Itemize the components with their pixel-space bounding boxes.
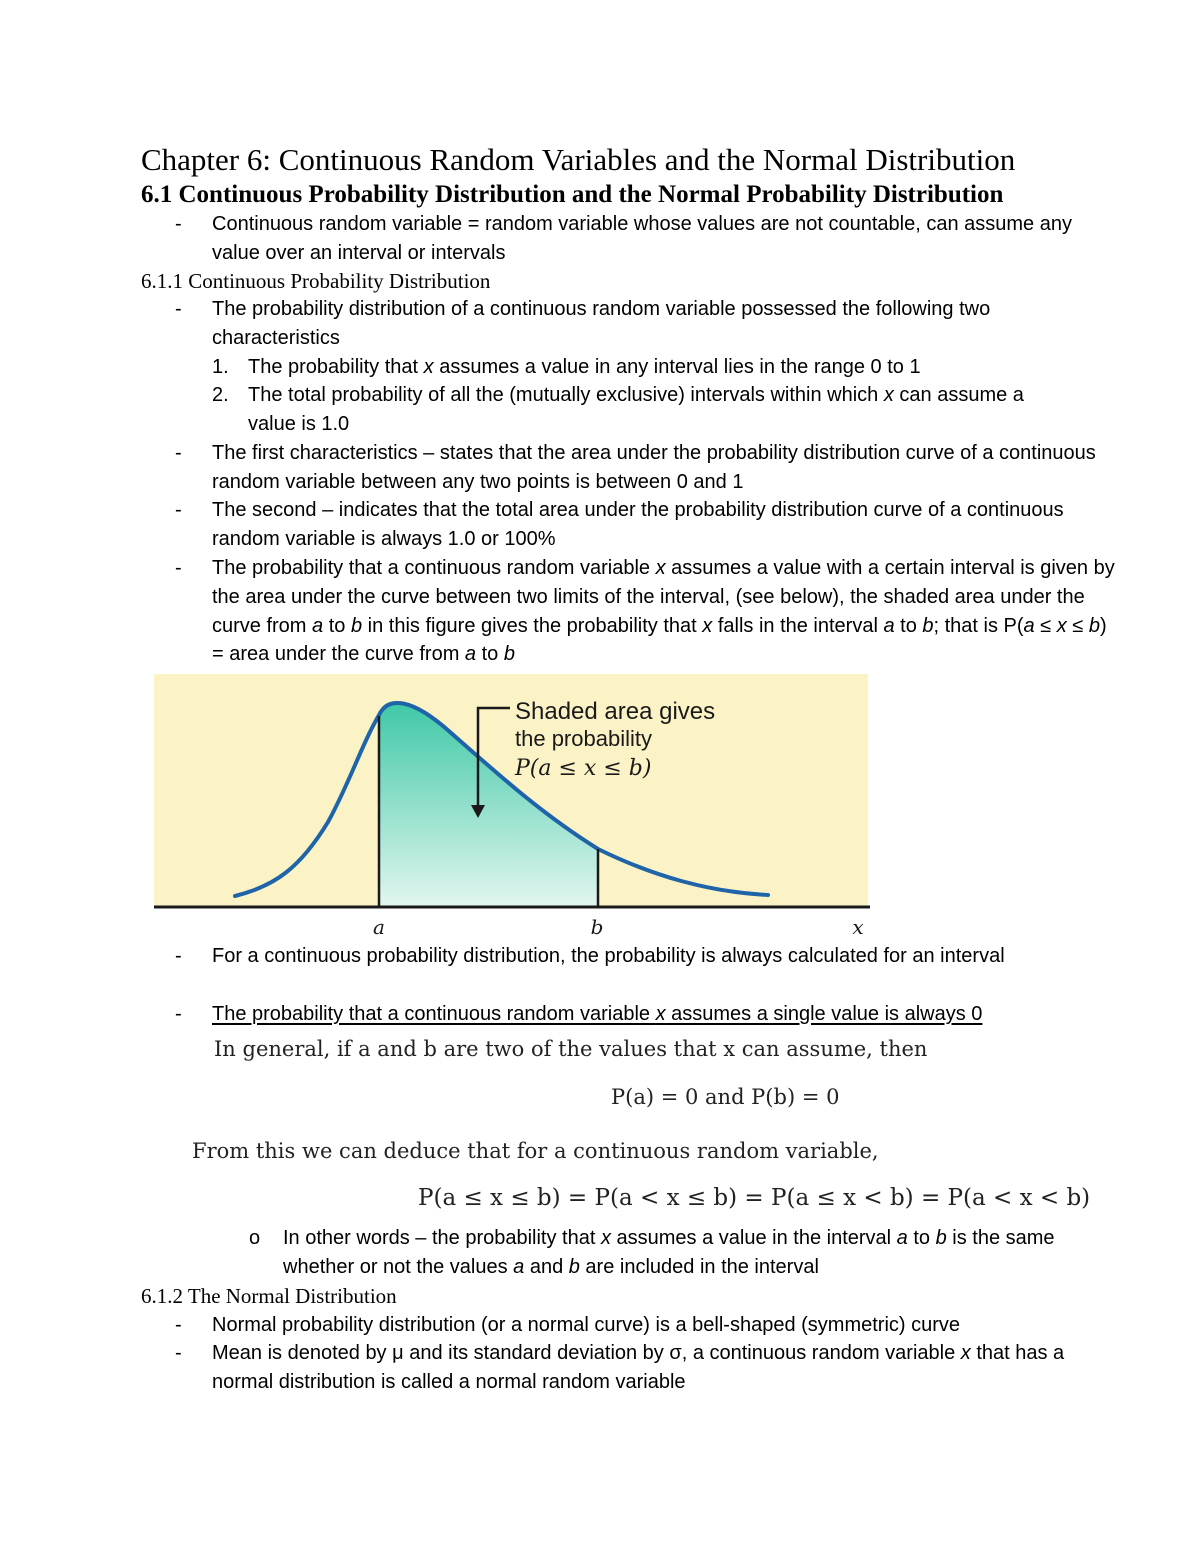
var-b: b: [922, 614, 934, 637]
bullet-dash: -: [175, 1003, 182, 1025]
label-a: a: [373, 915, 385, 939]
var-a: a: [513, 1255, 525, 1278]
bullet-normal-curve: [175, 1311, 1112, 1340]
bullet-text: The first characteristics – states that the area under the probability distribution curve of a continuous random variable between any two points is between 0 and 1: [212, 442, 1096, 493]
caption-line-1: Shaded area gives: [515, 698, 716, 725]
text: ≤: [1034, 614, 1057, 637]
text: to: [907, 1227, 936, 1249]
probability-area-figure: [150, 672, 880, 942]
text: that has a normal distribution is called a normal random variable: [212, 1342, 1065, 1393]
text: to: [323, 614, 351, 637]
item-text: can assume a value is 1.0: [248, 384, 1024, 435]
text: In other words – the probability that: [283, 1227, 601, 1249]
numbered-item-1: [212, 353, 1108, 382]
var-b: b: [350, 614, 363, 637]
sub-bullet-other-words: [249, 1224, 1083, 1282]
numbered-item-2: [212, 381, 1048, 439]
bullet-dash: -: [175, 945, 182, 967]
bullet-interval-calculation: [175, 942, 1112, 971]
caption-line-2: the probability: [515, 726, 652, 751]
text: is the same whether or not the values: [283, 1227, 1055, 1278]
var-a: a: [464, 643, 477, 666]
intro-text: Continuous random variable = random variable whose values are not countable, can assume any value over an interval or intervals: [212, 213, 1072, 264]
var-b: b: [935, 1227, 947, 1249]
bullet-text: The second – indicates that the total area under the probability distribution curve of a continuous random variable is always 1.0 or 100%: [212, 499, 1064, 550]
text: and: [524, 1255, 569, 1278]
text: ; that is P(: [933, 614, 1024, 637]
equation-point-probability: P(a) = 0 and P(b) = 0: [611, 1085, 840, 1109]
general-statement: In general, if a and b are two of the values that x can assume, then: [214, 1037, 928, 1061]
item-text: The probability that: [248, 356, 424, 378]
bullet-dash: -: [175, 298, 182, 320]
var-a: a: [312, 614, 324, 637]
text: assumes a value with a certain interval is given by the area under the curve between two limits of the interval, (see below), the shaded area under the curve from: [212, 557, 1115, 637]
text: The probability that a continuous random variable: [212, 557, 656, 579]
bullet-dash: -: [175, 442, 182, 464]
bullet-circle: o: [249, 1227, 261, 1249]
label-x: x: [852, 915, 864, 939]
item-number: 1.: [212, 356, 229, 378]
bullet-dash: -: [175, 557, 182, 579]
bullet-single-value: [175, 1000, 1112, 1029]
var-b: b: [1088, 614, 1100, 637]
item-number: 2.: [212, 384, 229, 406]
var-x: x: [883, 384, 894, 406]
bullet-dash: -: [175, 213, 182, 235]
equation-interval-equality: P(a ≤ x ≤ b) = P(a < x ≤ b) = P(a ≤ x < b) = P(a < x < b): [418, 1185, 1091, 1211]
bullet-text: For a continuous probability distribution, the probability is always calculated for an interval: [212, 945, 1005, 967]
intro-bullet: [175, 210, 1112, 268]
var-a: a: [1023, 614, 1035, 637]
item-text: The total probability of all the (mutually exclusive) intervals within which: [248, 384, 884, 406]
text: ≤: [1066, 614, 1089, 637]
text: are included in the interval: [579, 1255, 819, 1278]
text: to: [894, 614, 923, 637]
bullet-second-characteristic: [175, 496, 1112, 554]
bullet-interval-probability: [175, 554, 1117, 669]
caption-formula: P(a ≤ x ≤ b): [515, 756, 652, 781]
section-title: 6.1 Continuous Probability Distribution and the Normal Probability Distribution: [141, 181, 1004, 208]
var-a: a: [883, 614, 895, 637]
var-x: x: [423, 356, 434, 378]
chapter-title: Chapter 6: Continuous Random Variables and the Normal Distribution: [141, 142, 1016, 177]
bullet-dash: -: [175, 1314, 182, 1336]
var-x: x: [600, 1227, 611, 1249]
label-b: b: [590, 915, 604, 939]
var-x: x: [655, 1003, 666, 1025]
subsection-title-normal: 6.1.2 The Normal Distribution: [141, 1284, 397, 1308]
var-a: a: [896, 1227, 908, 1249]
bullet-text: Normal probability distribution (or a normal curve) is a bell-shaped (symmetric) curve: [212, 1314, 961, 1336]
bullet-dash: -: [175, 1342, 182, 1364]
bullet-first-characteristic: [175, 439, 1112, 497]
text: Mean is denoted by μ and its standard deviation by σ, a continuous random variable: [212, 1342, 961, 1364]
text: falls in the interval: [712, 614, 884, 637]
var-x: x: [1056, 614, 1067, 637]
var-b: b: [568, 1255, 580, 1278]
bullet-dash: -: [175, 499, 182, 521]
bullet-characteristics: [175, 295, 1112, 353]
text: assumes a value in the interval: [610, 1227, 897, 1249]
text: ) = area under the curve from: [212, 614, 1107, 666]
text: to: [476, 643, 504, 666]
underlined-statement: [212, 1003, 982, 1025]
var-x: x: [702, 614, 713, 637]
var-b: b: [503, 643, 515, 666]
text: in this figure gives the probability that: [362, 614, 703, 637]
var-x: x: [655, 557, 666, 579]
bullet-mean-deviation: [175, 1339, 1092, 1397]
var-x: x: [960, 1342, 971, 1364]
text: assumes a single value is always 0: [665, 1003, 983, 1025]
subsection-title-continuous: 6.1.1 Continuous Probability Distribution: [141, 269, 491, 293]
text: The probability that a continuous random variable: [212, 1003, 656, 1025]
bullet-text: The probability distribution of a continuous random variable possessed the following two characteristics: [212, 298, 991, 349]
item-text: assumes a value in any interval lies in the range 0 to 1: [433, 356, 921, 378]
deduce-statement: From this we can deduce that for a continuous random variable,: [192, 1139, 879, 1163]
